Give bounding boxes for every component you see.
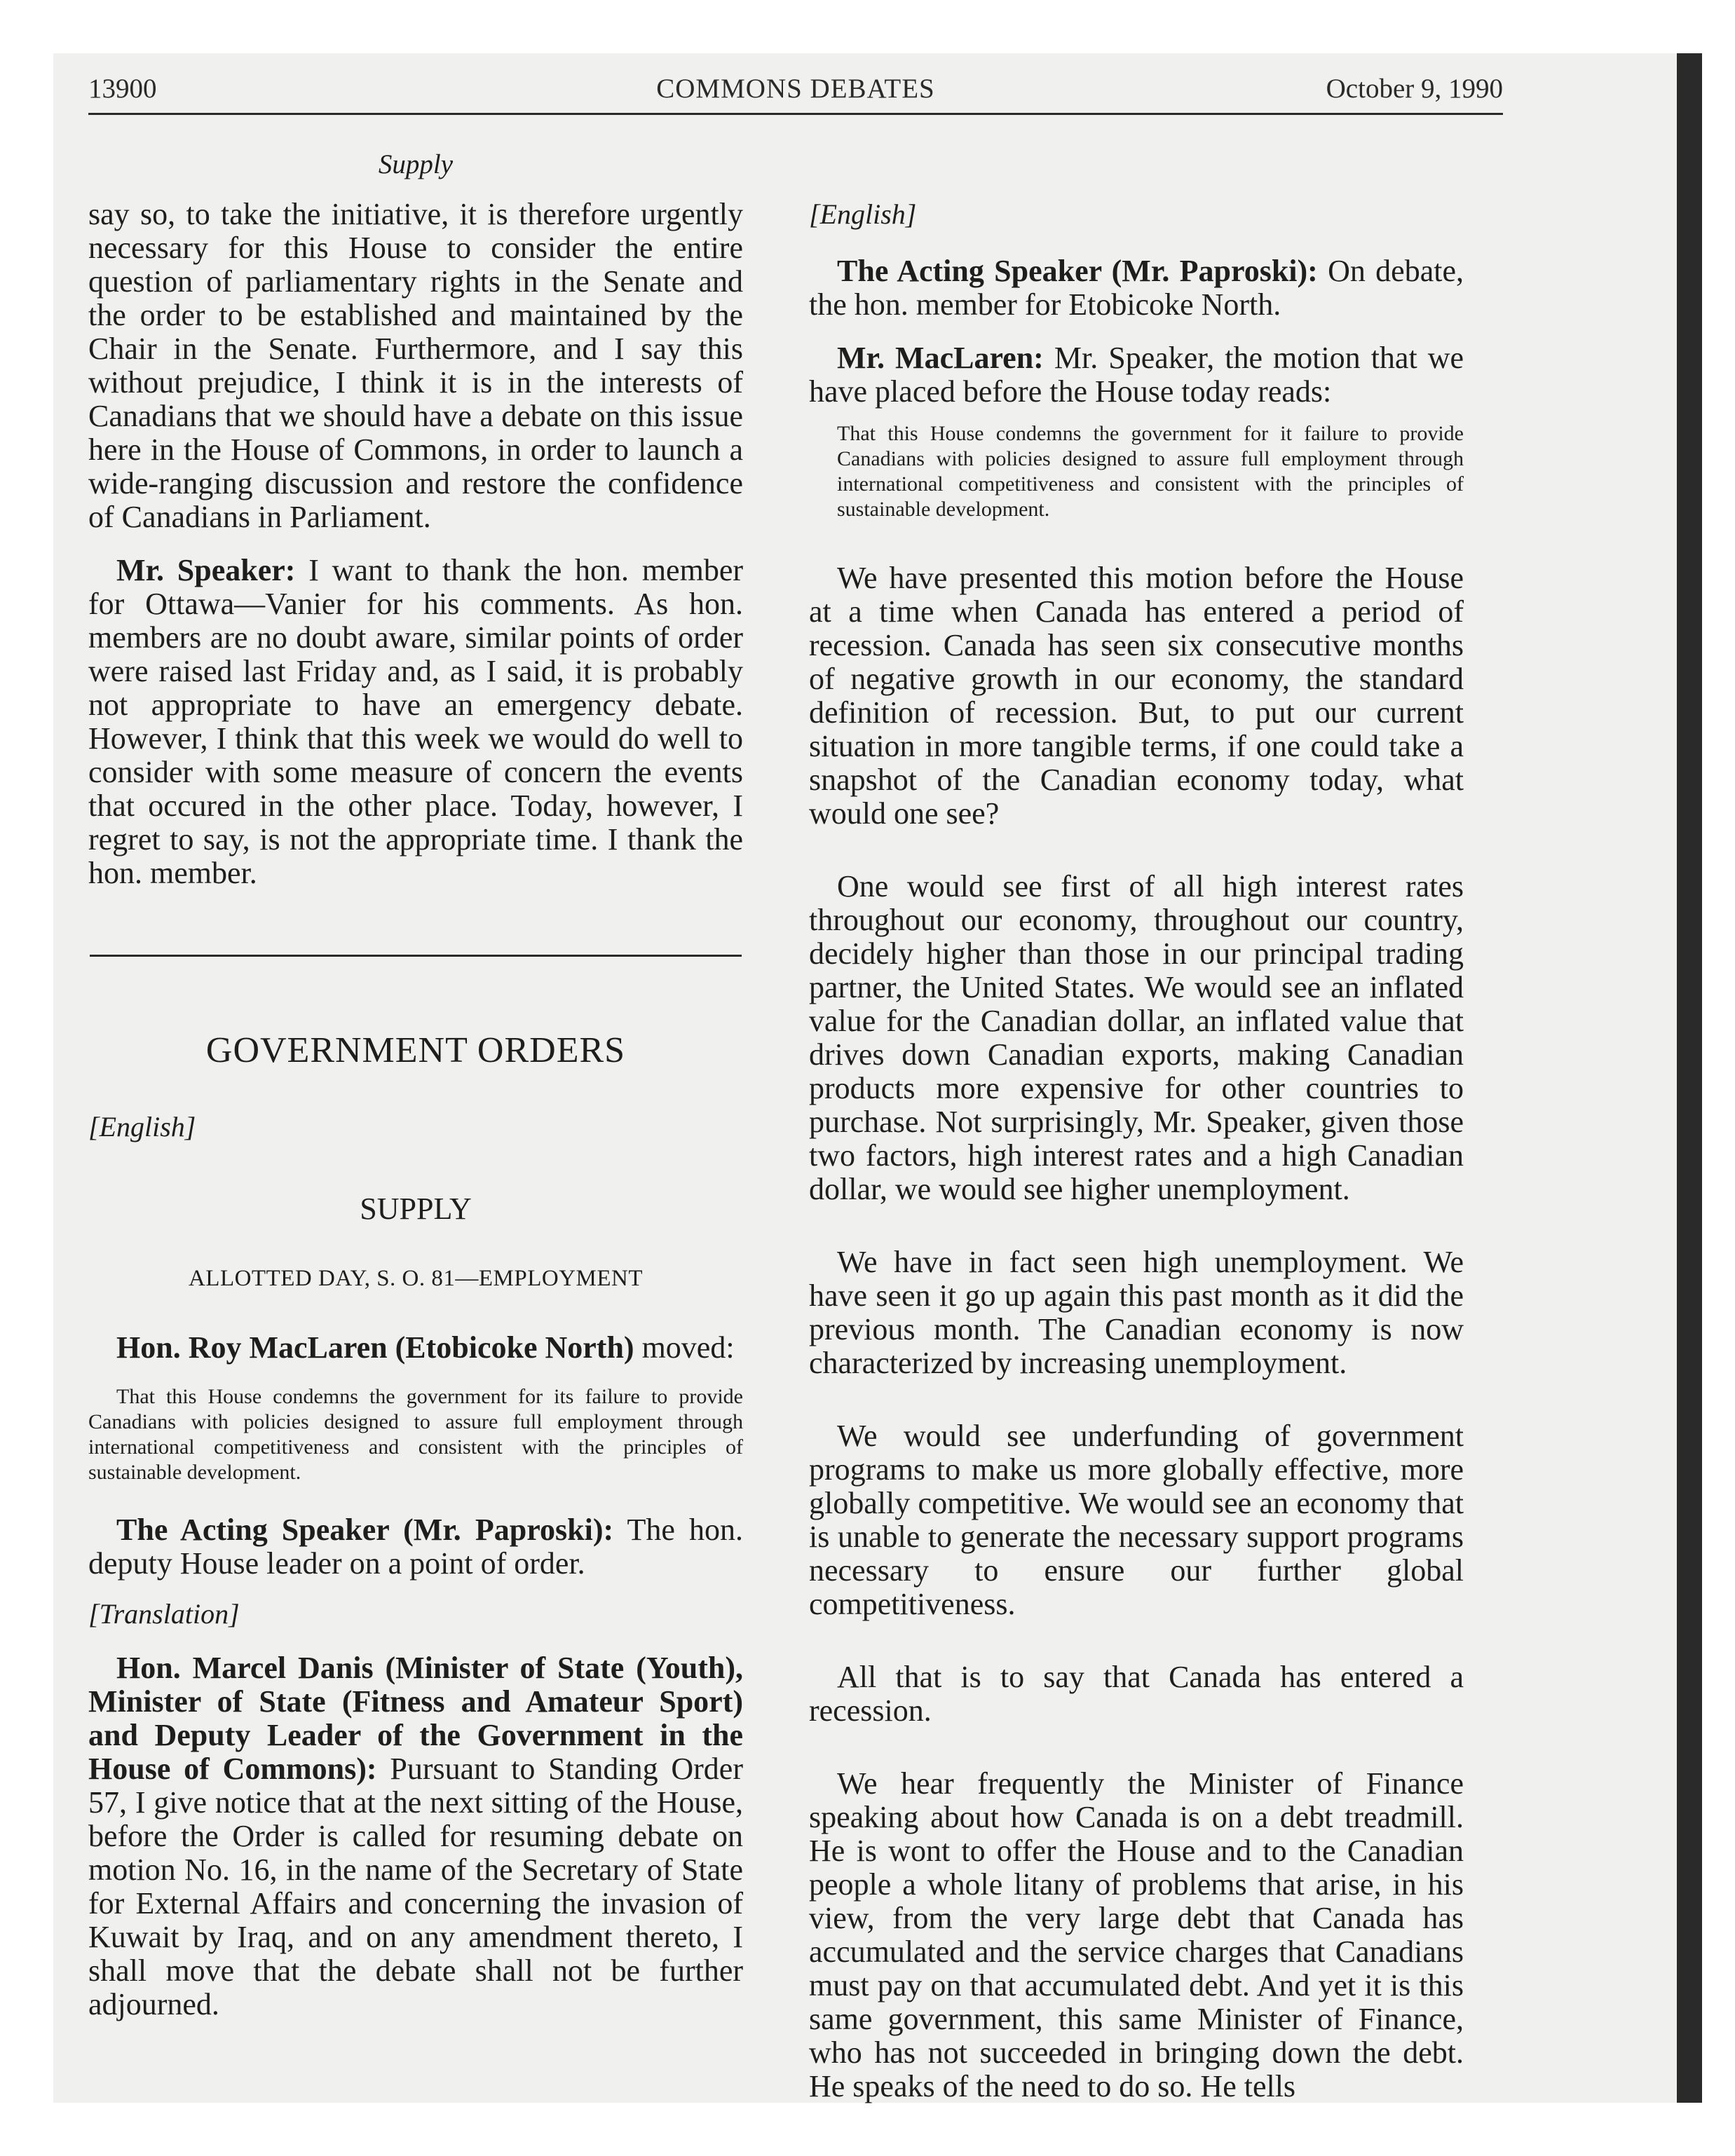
allotted-day: ALLOTTED DAY, S. O. 81—EMPLOYMENT <box>188 1266 644 1291</box>
section-separator <box>90 955 742 957</box>
header-rule <box>88 113 1503 115</box>
speech-text: Pursuant to Standing Order 57, I give notice that at the next sitting of the House, before the Order is called for resuming debate on motion No. 16, in the name of the Secretary of State for External Affairs and concerning the invasion of Kuwait by Iraq, and on any amendment thereto, I shall move that the debate shall not be further adjourned. <box>88 1752 743 2021</box>
speech-text: On debate, the hon. member for Etobicoke North. <box>809 254 1464 322</box>
speech-text: The hon. deputy House leader on a point of order. <box>88 1513 743 1581</box>
speaker-name: Hon. Marcel Danis (Minister of State (Youth), Minister of State (Fitness and Amateur Sport) and Deputy Leader of the Government in the House of Commons): <box>88 1651 743 1786</box>
speaker-name: Mr. MacLaren: <box>837 341 1044 375</box>
motion-quote: That this House condemns the government for its failure to provide Canadians with policies designed to assure full employment through international competitiveness and consistent with the principles of sustainable development. <box>88 1385 743 1484</box>
language-tag: [English] <box>88 1111 196 1142</box>
paragraph <box>88 554 743 890</box>
paragraph: We would see underfunding of government programs to make us more globally effective, more globally competitive. We would see an economy that is unable to generate the necessary support programs necessary to ensure our further global competitiveness. <box>809 1419 1464 1621</box>
speaker-name: The Acting Speaker (Mr. Paproski): <box>116 1513 614 1547</box>
page-number: 13900 <box>88 74 157 104</box>
subheading: SUPPLY <box>360 1192 472 1226</box>
paragraph <box>809 341 1464 409</box>
paragraph <box>88 1331 743 1365</box>
page-header <box>88 73 1503 107</box>
speaker-name: Hon. Roy MacLaren (Etobicoke North) <box>116 1330 634 1365</box>
paragraph <box>88 1651 743 2021</box>
paragraph <box>809 254 1464 322</box>
paragraph: All that is to say that Canada has entered a recession. <box>809 1660 1464 1728</box>
scan-edge-shadow <box>1677 53 1702 2103</box>
header-date: October 9, 1990 <box>1326 74 1503 104</box>
section-heading: GOVERNMENT ORDERS <box>205 1030 626 1070</box>
right-column <box>809 198 1464 2123</box>
language-tag: [English] <box>809 198 917 230</box>
left-column <box>88 198 743 2041</box>
paragraph: say so, to take the initiative, it is therefore urgently necessary for this House to consider the entire question of parliamentary rights in the Senate and the order to be established and maintained by the Chair in the Senate. Furthermore, and I say this without prejudice, I think it is in the interests of Canadians that we should have a debate on this issue here in the House of Commons, in order to launch a wide-ranging discussion and restore the confidence of Canadians in Parliament. <box>88 197 743 534</box>
paragraph: We have presented this motion before the House at a time when Canada has entered a period of recession. Canada has seen six consecutive months of negative growth in our economy, the standard definition of recession. But, to put our current situation in more tangible terms, if one could take a snapshot of the Canadian economy today, what would one see? <box>809 561 1464 831</box>
journal-title: COMMONS DEBATES <box>656 74 935 104</box>
paragraph: We hear frequently the Minister of Finance speaking about how Canada is on a debt treadmill. He is wont to offer the House and to the Canadian people a whole litany of problems that arise, in his view, from the very large debt that Canada has accumulated and the service charges that Canadians must pay on that accumulated debt. And yet it is this same government, this same Minister of Finance, who has not succeeded in bringing down the debt. He speaks of the need to do so. He tells <box>809 1766 1464 2103</box>
speech-text: Mr. Speaker, the motion that we have placed before the House today reads: <box>809 341 1464 409</box>
speaker-name: Mr. Speaker: <box>116 553 296 587</box>
paragraph: One would see first of all high interest rates throughout our economy, throughout our country, decidely higher than those in our principal trading partner, the United States. We would see an inflated value for the Canadian dollar, an inflated value that drives down Canadian exports, making Canadian products more expensive for other countries to purchase. Not surprisingly, Mr. Speaker, given those two factors, high interest rates and a high Canadian dollar, we would see higher unemployment. <box>809 869 1464 1206</box>
paragraph <box>88 1513 743 1581</box>
paragraph: We have in fact seen high unemployment. We have seen it go up again this past month as it did the previous month. The Canadian economy is now characterized by increasing unemployment. <box>809 1245 1464 1380</box>
speaker-name: The Acting Speaker (Mr. Paproski): <box>837 254 1318 288</box>
translation-tag: [Translation] <box>88 1598 240 1630</box>
running-head: Supply <box>378 149 454 179</box>
motion-quote: That this House condemns the government for it failure to provide Canadians with policies designed to assure full employment through international competitiveness and consistent with the principles of sustainable development. <box>837 422 1464 521</box>
speech-text: moved: <box>634 1330 735 1365</box>
speech-text: I want to thank the hon. member for Ottawa—Vanier for his comments. As hon. members are no doubt aware, similar points of order were raised last Friday and, as I said, it is probably not appropriate to have an emergency debate. However, I think that this week we would do well to consider with some measure of concern the events that occured in the other place. Today, however, I regret to say, is not the appropriate time. I thank the hon. member. <box>88 553 743 890</box>
